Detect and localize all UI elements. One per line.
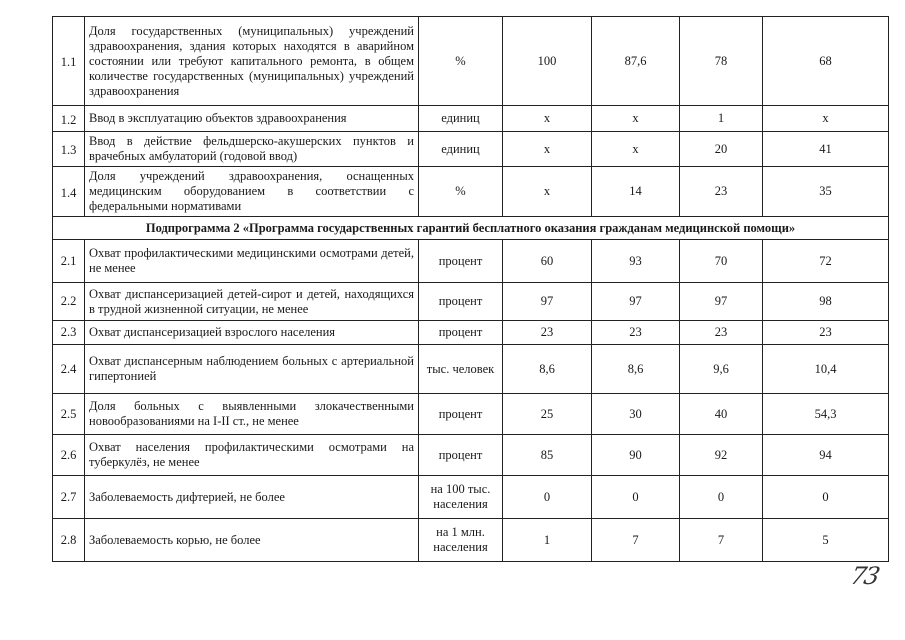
- unit-cell: процент: [419, 394, 503, 435]
- unit-cell: на 100 тыс. населения: [419, 476, 503, 519]
- unit-cell: процент: [419, 435, 503, 476]
- indicator-name: Заболеваемость корью, не более: [85, 519, 419, 562]
- value-cell: 40: [680, 394, 763, 435]
- value-cell: 9,6: [680, 345, 763, 394]
- unit-cell: единиц: [419, 106, 503, 132]
- row-number: 1.2: [53, 106, 85, 132]
- unit-cell: процент: [419, 283, 503, 321]
- indicator-name: Охват населения профилактическими осмотрами на туберкулёз, не менее: [85, 435, 419, 476]
- value-cell: 23: [680, 167, 763, 217]
- indicator-name: Охват диспансеризацией детей-сирот и детей, находящихся в трудной жизненной ситуации, не менее: [85, 283, 419, 321]
- row-number: 1.4: [53, 167, 85, 217]
- row-number: 1.1: [53, 17, 85, 106]
- value-cell: 30: [592, 394, 680, 435]
- indicator-name: Ввод в действие фельдшерско-акушерских пунктов и врачебных амбулаторий (годовой ввод): [85, 132, 419, 167]
- value-cell: 7: [680, 519, 763, 562]
- table-row: [53, 345, 889, 394]
- table-row: [53, 519, 889, 562]
- value-cell: 7: [592, 519, 680, 562]
- value-cell: 23: [763, 321, 889, 345]
- row-number: 2.5: [53, 394, 85, 435]
- row-number: 2.4: [53, 345, 85, 394]
- value-cell: 20: [680, 132, 763, 167]
- indicators-table: [52, 16, 889, 562]
- value-cell: 100: [503, 17, 592, 106]
- value-cell: 0: [763, 476, 889, 519]
- value-cell: х: [503, 132, 592, 167]
- value-cell: 23: [680, 321, 763, 345]
- value-cell: 54,3: [763, 394, 889, 435]
- value-cell: 23: [503, 321, 592, 345]
- table-row: [53, 106, 889, 132]
- indicator-name: Доля больных с выявленными злокачественными новообразованиями на I-II ст., не менее: [85, 394, 419, 435]
- row-number: 2.7: [53, 476, 85, 519]
- value-cell: 60: [503, 240, 592, 283]
- value-cell: 92: [680, 435, 763, 476]
- value-cell: 93: [592, 240, 680, 283]
- value-cell: х: [592, 106, 680, 132]
- value-cell: х: [763, 106, 889, 132]
- unit-cell: процент: [419, 240, 503, 283]
- table-row: [53, 394, 889, 435]
- indicator-name: Охват профилактическими медицинскими осмотрами детей, не менее: [85, 240, 419, 283]
- value-cell: 1: [503, 519, 592, 562]
- value-cell: 8,6: [592, 345, 680, 394]
- value-cell: 98: [763, 283, 889, 321]
- value-cell: 0: [680, 476, 763, 519]
- row-number: 2.1: [53, 240, 85, 283]
- indicator-name: Доля учреждений здравоохранения, оснащенных медицинским оборудованием в соответствии с федеральными нормативами: [85, 167, 419, 217]
- table-row: [53, 132, 889, 167]
- unit-cell: тыс. человек: [419, 345, 503, 394]
- handwritten-page-number: 73: [848, 562, 881, 590]
- indicator-name: Охват диспансеризацией взрослого населения: [85, 321, 419, 345]
- unit-cell: единиц: [419, 132, 503, 167]
- value-cell: 97: [680, 283, 763, 321]
- value-cell: х: [503, 167, 592, 217]
- value-cell: 1: [680, 106, 763, 132]
- row-number: 1.3: [53, 132, 85, 167]
- indicator-name: Заболеваемость дифтерией, не более: [85, 476, 419, 519]
- table-row: [53, 435, 889, 476]
- row-number: 2.2: [53, 283, 85, 321]
- row-number: 2.6: [53, 435, 85, 476]
- unit-cell: на 1 млн. населения: [419, 519, 503, 562]
- indicator-name: Охват диспансерным наблюдением больных с артериальной гипертонией: [85, 345, 419, 394]
- value-cell: 90: [592, 435, 680, 476]
- table-row: [53, 283, 889, 321]
- row-number: 2.3: [53, 321, 85, 345]
- value-cell: 68: [763, 17, 889, 106]
- table-row: [53, 167, 889, 217]
- table-row: [53, 17, 889, 106]
- value-cell: 8,6: [503, 345, 592, 394]
- value-cell: 41: [763, 132, 889, 167]
- value-cell: 0: [592, 476, 680, 519]
- table-row: [53, 476, 889, 519]
- value-cell: 5: [763, 519, 889, 562]
- value-cell: 72: [763, 240, 889, 283]
- unit-cell: процент: [419, 321, 503, 345]
- value-cell: 85: [503, 435, 592, 476]
- value-cell: х: [592, 132, 680, 167]
- table-row: [53, 240, 889, 283]
- row-number: 2.8: [53, 519, 85, 562]
- value-cell: 94: [763, 435, 889, 476]
- value-cell: 14: [592, 167, 680, 217]
- value-cell: 25: [503, 394, 592, 435]
- section-header-row: [53, 217, 889, 240]
- value-cell: 10,4: [763, 345, 889, 394]
- value-cell: 0: [503, 476, 592, 519]
- subprogram-title: Подпрограмма 2 «Программа государственных гарантий бесплатного оказания гражданам медицинской помощи»: [53, 217, 889, 240]
- unit-cell: %: [419, 17, 503, 106]
- value-cell: 23: [592, 321, 680, 345]
- unit-cell: %: [419, 167, 503, 217]
- value-cell: 78: [680, 17, 763, 106]
- value-cell: х: [503, 106, 592, 132]
- value-cell: 87,6: [592, 17, 680, 106]
- indicator-name: Доля государственных (муниципальных) учреждений здравоохранения, здания которых находятся в аварийном состоянии или требуют капитального ремонта, в общем количестве государственных (муниципальных) учреждений здравоохранения: [85, 17, 419, 106]
- value-cell: 97: [503, 283, 592, 321]
- value-cell: 97: [592, 283, 680, 321]
- table-row: [53, 321, 889, 345]
- value-cell: 35: [763, 167, 889, 217]
- value-cell: 70: [680, 240, 763, 283]
- indicator-name: Ввод в эксплуатацию объектов здравоохранения: [85, 106, 419, 132]
